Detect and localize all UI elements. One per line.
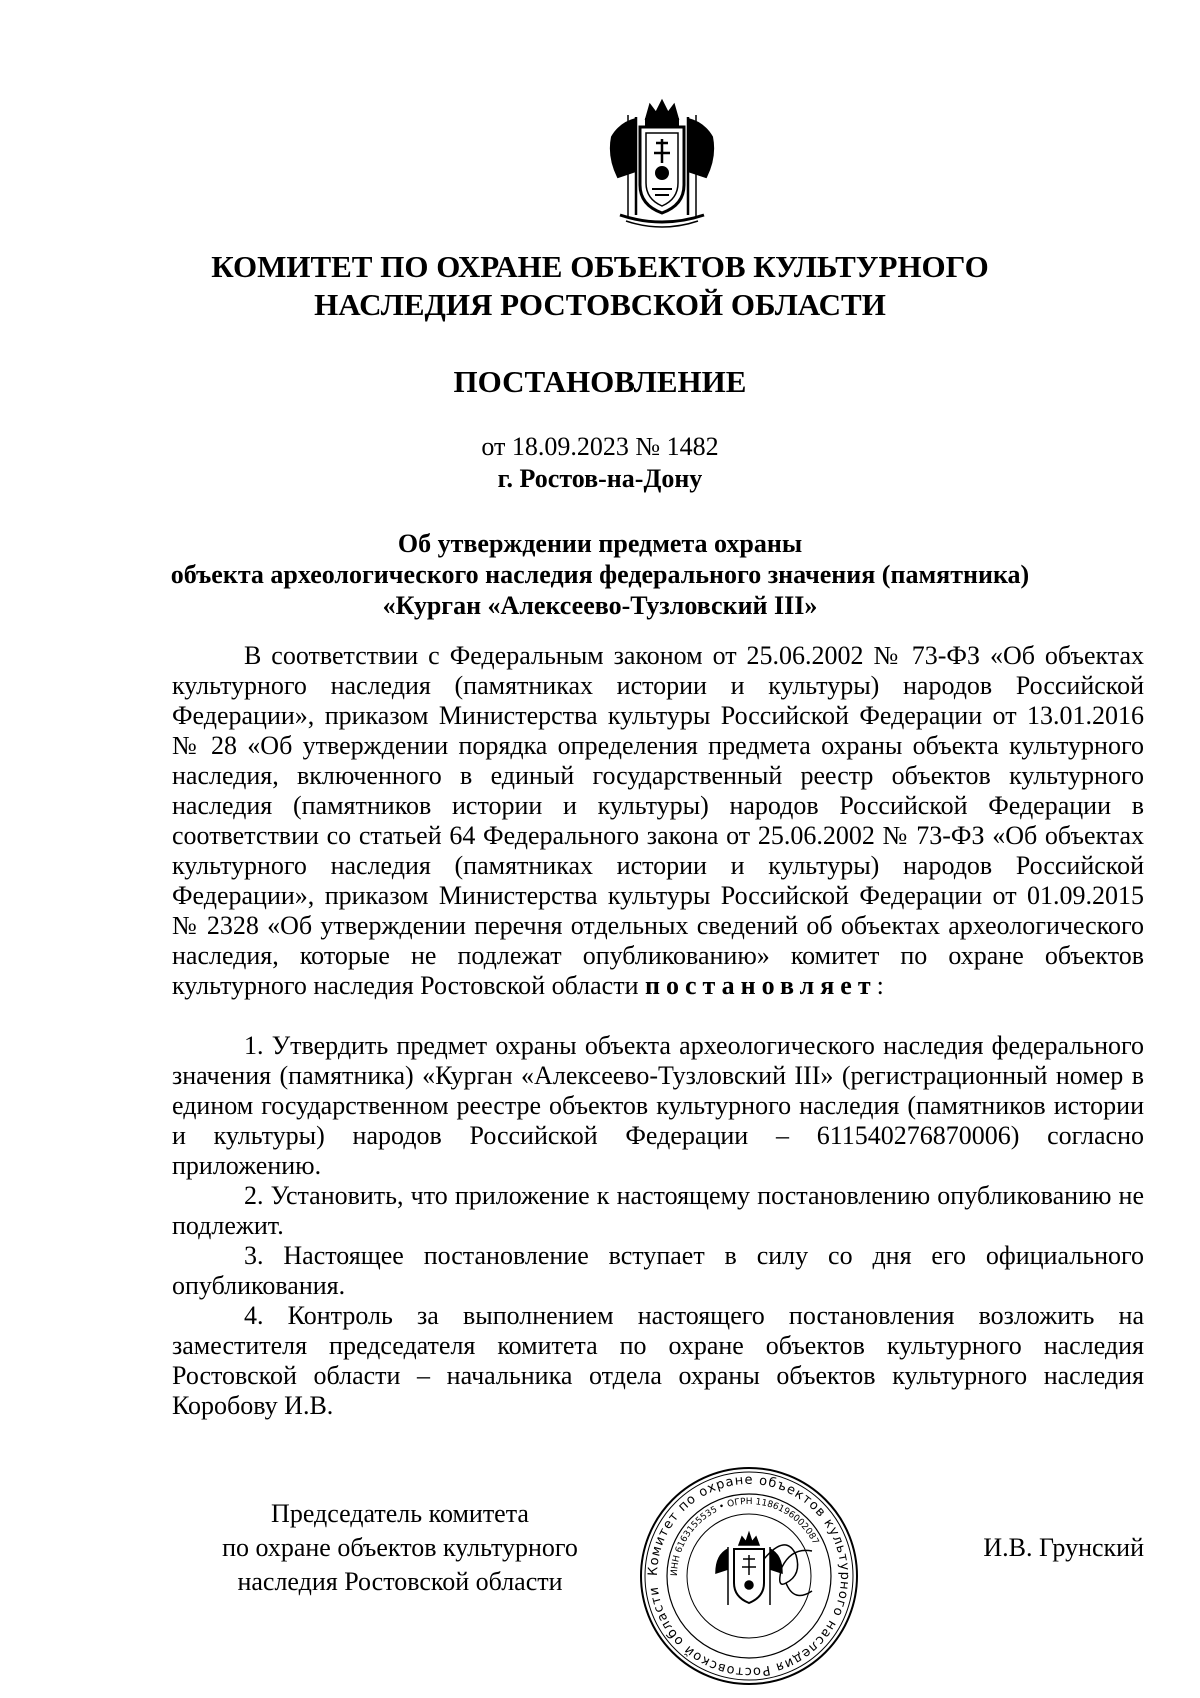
signatory-name: И.В. Грунский	[983, 1533, 1144, 1562]
subject-line3: «Курган «Алексеево-Тузловский III»	[382, 591, 818, 620]
subject-line2: объекта археологического наследия федерального значения (памятника)	[170, 560, 1030, 589]
subject-line1: Об утверждении предмета охраны	[397, 529, 803, 558]
document-type-heading: ПОСТАНОВЛЕНИЕ	[453, 364, 747, 399]
resolution-item-4: 4. Контроль за выполнением настоящего постановления возложить на заместителя председателя комитета по охране объектов культурного наследия Ростовской области – начальника отдела охраны объектов культурного наследия Коробову И.В.	[172, 1301, 1144, 1420]
seal-emblem-icon	[716, 1533, 782, 1605]
document-city: г. Ростов-на-Дону	[497, 464, 703, 493]
preamble-text: В соответствии с Федеральным законом от 25.06.2002 № 73-ФЗ «Об объектах культурного наследия (памятниках истории и культуры) народов Российской Федерации», приказом Министерства культуры Российской Федерации от 13.01.2016 № 28 «Об утверждении порядка определения предмета охраны объекта культурного наследия, включенного в единый государственный реестр объектов культурного наследия (памятников истории и культуры) народов Российской Федерации в соответствии со статьей 64 Федерального закона от 25.06.2002 № 73-ФЗ «Об объектах культурного наследия (памятниках истории и культуры) народов Российской Федерации», приказом Министерства культуры Российской Федерации от 01.09.2015 № 2328 «Об утверждении перечня отдельных сведений об объектах археологического наследия, которые не подлежат опубликованию» комитет по охране объектов культурного наследия Ростовской области	[172, 641, 1144, 1000]
resolution-item-2: 2. Установить, что приложение к настоящему постановлению опубликованию не подлежит.	[172, 1181, 1144, 1240]
signatory-title-line3: наследия Ростовской области	[237, 1567, 563, 1596]
resolution-item-1: 1. Утвердить предмет охраны объекта археологического наследия федерального значения (памятника) «Курган «Алексеево-Тузловский III» (регистрационный номер в едином государственном реестре объектов культурного наследия (памятников истории и культуры) народов Российской Федерации – 611540276870006) согласно приложению.	[172, 1031, 1144, 1180]
document-date-number: от 18.09.2023 № 1482	[481, 432, 719, 461]
resolution-keyword: постановляет	[645, 971, 877, 1000]
signatory-title	[190, 1497, 610, 1599]
signatory-title-line2: по охране объектов культурного	[222, 1533, 578, 1562]
organization-name-line1: КОМИТЕТ ПО ОХРАНЕ ОБЪЕКТОВ КУЛЬТУРНОГО	[211, 249, 989, 284]
document-body	[172, 641, 1144, 1421]
coat-of-arms-emblem	[600, 97, 724, 231]
organization-name-line2: НАСЛЕДИЯ РОСТОВСКОЙ ОБЛАСТИ	[314, 287, 886, 322]
signatory-title-line1: Председатель комитета	[271, 1499, 529, 1528]
official-seal	[636, 1463, 862, 1689]
preamble-paragraph	[172, 641, 1144, 1001]
seal-outer-text: Комитет по охране объектов культурного наследия Ростовской области	[645, 1472, 853, 1680]
preamble-colon: :	[876, 971, 884, 1000]
resolution-item-3: 3. Настоящее постановление вступает в силу со дня его официального опубликования.	[172, 1241, 1144, 1300]
seal-inner-text: ИНН 6163155535 • ОГРН 1186196002087	[669, 1496, 821, 1577]
organization-name	[150, 248, 1050, 324]
document-subject	[150, 528, 1050, 621]
